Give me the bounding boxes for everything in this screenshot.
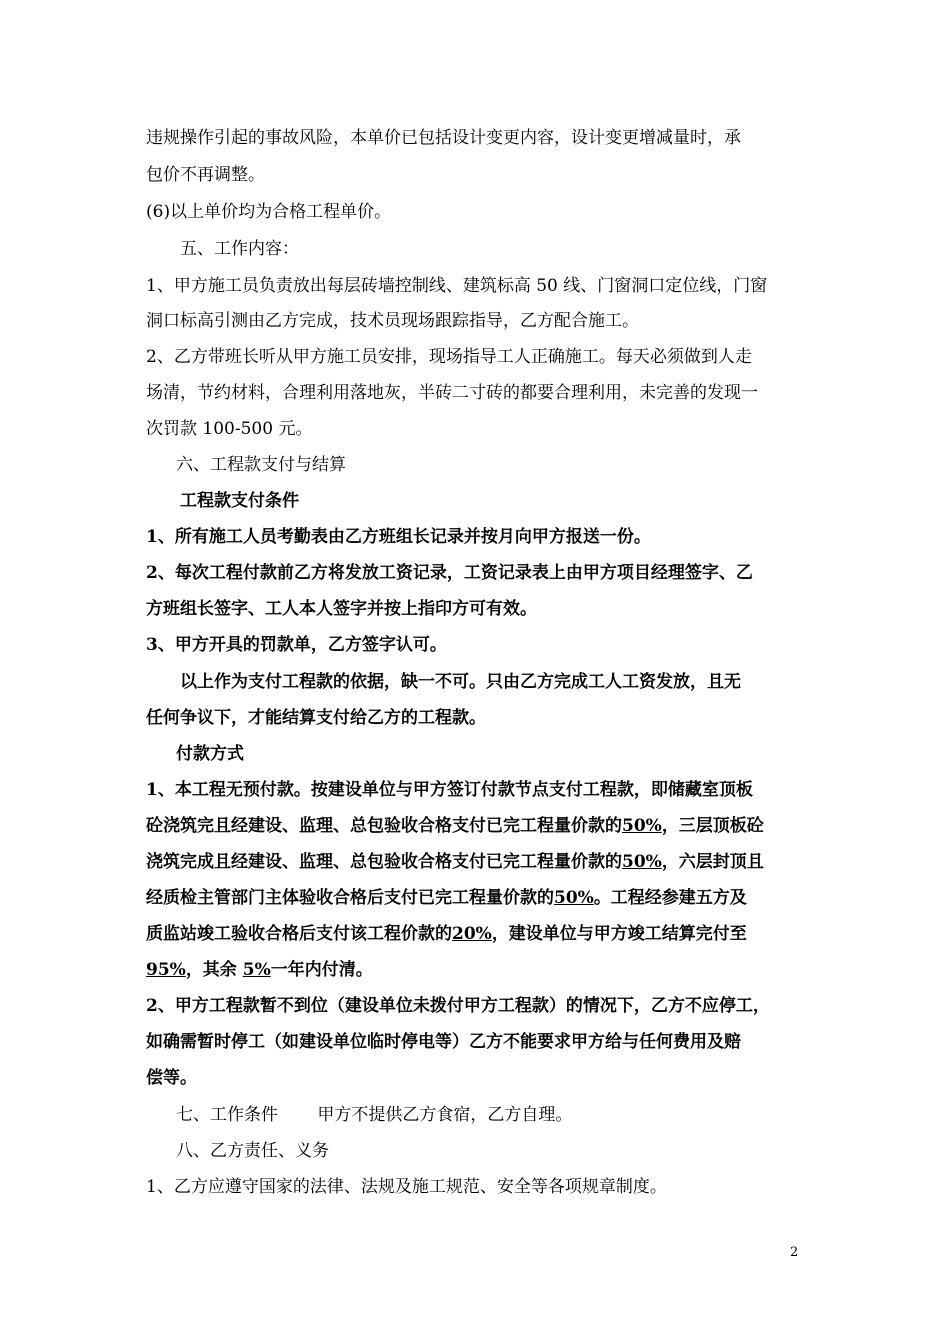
paragraph-line: 次罚款 100-500 元。 [146, 419, 313, 439]
text-run: 。工程经参建五方及 [593, 888, 747, 908]
underlined-percentage: 95% [146, 960, 186, 980]
paragraph-line [146, 923, 816, 945]
section-heading-7: 七、工作条件 甲方不提供乙方食宿，乙方自理。 [176, 1105, 573, 1125]
text-run: 一年内付清。 [270, 960, 373, 980]
section-heading-6: 六、工程款支付与结算 [176, 455, 346, 475]
underlined-percentage: 50% [554, 888, 594, 908]
underlined-percentage: 20% [452, 924, 492, 944]
text-run: ，六层封顶且 [661, 852, 764, 872]
paragraph-line [146, 959, 816, 981]
text-run: ，其余 [185, 960, 243, 980]
subheading-payment-method: 付款方式 [176, 744, 244, 764]
paragraph-line: 任何争议下，才能结算支付给乙方的工程款。 [146, 708, 486, 728]
paragraph-line: 违规操作引起的事故风险，本单价已包括设计变更内容，设计变更增减量时，承 [146, 128, 741, 148]
paragraph-line: 偿等。 [146, 1068, 197, 1088]
paragraph-line: 3、甲方开具的罚款单，乙方签字认可。 [146, 635, 447, 655]
page-number: 2 [790, 1245, 799, 1260]
paragraph-line: 以上作为支付工程款的依据，缺一不可。只由乙方完成工人工资发放，且无 [180, 672, 741, 692]
text-run: ，三层顶板砼 [661, 816, 764, 836]
paragraph-line [146, 815, 816, 837]
paragraph-line: 如确需暂时停工（如建设单位临时停电等）乙方不能要求甲方给与任何费用及赔 [146, 1032, 741, 1052]
text-run: 砼浇筑完且经建设、监理、总包验收合格支付已完工程量价款的 [146, 816, 622, 836]
text-run: 经质检主管部门主体验收合格后支付已完工程量价款的 [146, 888, 554, 908]
paragraph-line [146, 887, 816, 909]
section-heading-5: 五、工作内容： [180, 239, 299, 259]
paragraph-line: 2、乙方带班长听从甲方施工员安排，现场指导工人正确施工。每天必须做到人走 [146, 347, 752, 367]
paragraph-line: 洞口标高引测由乙方完成，技术员现场跟踪指导，乙方配合施工。 [146, 311, 639, 331]
paragraph-line [146, 851, 816, 873]
paragraph-line: 包价不再调整。 [146, 165, 265, 185]
paragraph-line: 方班组长签字、工人本人签字并按上指印方可有效。 [146, 599, 537, 619]
text-run: ，建设单位与甲方竣工结算完付至 [491, 924, 747, 944]
underlined-percentage: 5% [242, 960, 271, 980]
underlined-percentage: 50% [622, 852, 662, 872]
paragraph-line: 1、所有施工人员考勤表由乙方班组长记录并按月向甲方报送一份。 [146, 527, 651, 547]
paragraph-line: 1、甲方施工员负责放出每层砖墙控制线、建筑标高 50 线、门窗洞口定位线，门窗 [146, 276, 768, 296]
text-run: 质监站竣工验收合格后支付该工程价款的 [146, 924, 452, 944]
paragraph-line: 2、每次工程付款前乙方将发放工资记录，工资记录表上由甲方项目经理签字、乙 [146, 563, 753, 583]
paragraph-line: 场清，节约材料，合理利用落地灰，半砖二寸砖的都要合理利用，未完善的发现一 [146, 383, 758, 403]
paragraph-line: 1、乙方应遵守国家的法律、法规及施工规范、安全等各项规章制度。 [146, 1177, 667, 1197]
paragraph-line: (6)以上单价均为合格工程单价。 [146, 202, 392, 222]
paragraph-line: 1、本工程无预付款。按建设单位与甲方签订付款节点支付工程款，即储藏室顶板 [146, 780, 753, 800]
underlined-percentage: 50% [622, 816, 662, 836]
subheading-payment-conditions: 工程款支付条件 [180, 491, 299, 511]
text-run: 浇筑完成且经建设、监理、总包验收合格支付已完工程量价款的 [146, 852, 622, 872]
paragraph-line: 2、甲方工程款暂不到位（建设单位未拨付甲方工程款）的情况下，乙方不应停工， [146, 996, 770, 1016]
section-heading-8: 八、乙方责任、义务 [176, 1141, 329, 1161]
